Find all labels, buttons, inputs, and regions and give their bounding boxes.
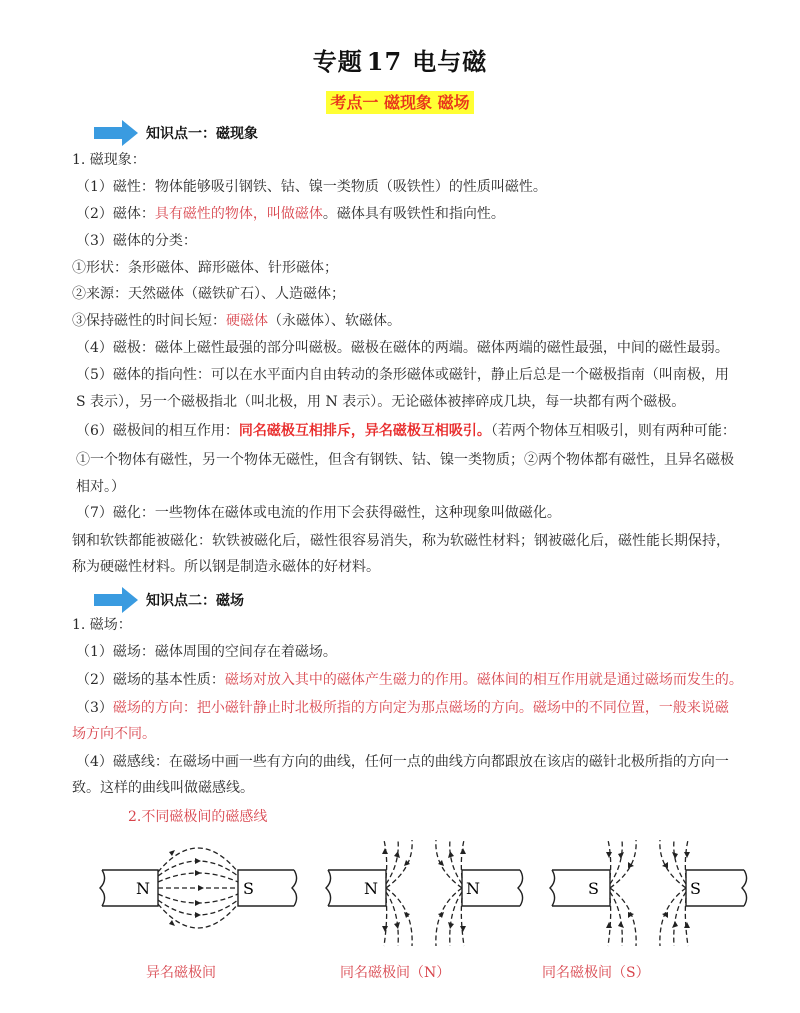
text-line (72, 284, 742, 304)
text-line (72, 778, 742, 798)
pole-label: N (364, 879, 378, 898)
text-line (76, 421, 746, 441)
text-line (72, 615, 742, 635)
text-line (72, 531, 742, 551)
kaodian-banner (0, 90, 800, 113)
field-lines-diagram-nn (324, 838, 524, 948)
text-line (72, 258, 742, 278)
text-segment: （3）磁体的分类： (76, 233, 197, 249)
text-segment: （永磁体）、软磁体。 (268, 313, 401, 329)
diagram-caption: 同名磁极间（S） (542, 965, 650, 981)
text-segment: 相对。） (76, 479, 125, 495)
text-line (76, 392, 746, 412)
section-heading-2 (94, 586, 244, 614)
title-prefix: 专题 (312, 47, 363, 76)
page-title (0, 42, 800, 77)
text-segment: （2）磁体： (76, 206, 155, 222)
text-segment: ②来源：天然磁体（磁铁矿石）、人造磁体； (72, 286, 345, 302)
field-lines-diagram-ss (548, 838, 748, 948)
text-line (76, 477, 746, 497)
diagram-caption: 异名磁极间 (146, 965, 216, 981)
emphasis-text: 具有磁性的物体，叫做磁体 (154, 206, 323, 222)
emphasis-text: 同名磁极互相排斥，异名磁极互相吸引。 (238, 423, 491, 439)
text-line (76, 752, 746, 772)
pole-label: S (243, 879, 254, 898)
text-segment: 钢和软铁都能被磁化：软铁被磁化后，磁性很容易消失，称为软磁性材料；钢被磁化后，磁性能长期保持， (72, 533, 730, 549)
text-segment: （4）磁极：磁体上磁性最强的部分叫磁极。磁极在磁体的两端。磁体两端的磁性最强，中间的磁性最弱。 (76, 340, 729, 356)
text-segment: （1）磁场：磁体周围的空间存在着磁场。 (76, 644, 337, 660)
text-line (76, 338, 746, 358)
text-segment: 致。这样的曲线叫做磁感线。 (72, 780, 254, 796)
text-line (76, 365, 746, 385)
text-line (76, 642, 746, 662)
subheading-field-lines: 2.不同磁极间的磁感线 (128, 809, 268, 825)
text-line (72, 724, 742, 744)
text-line (72, 150, 742, 170)
text-line (72, 557, 742, 577)
emphasis-text: 硬磁体 (226, 313, 268, 329)
text-segment: ①一个物体有磁性，另一个物体无磁性，但含有钢铁、钴、镍一类物质；②两个物体都有磁性，且异名磁极 (76, 452, 734, 468)
diagram-caption: 同名磁极间（N） (340, 965, 451, 981)
arrow-right-icon (94, 587, 138, 613)
text-segment: 1. 磁场： (72, 617, 132, 633)
text-segment: （2）磁场的基本性质： (76, 672, 225, 688)
text-line (76, 698, 746, 718)
text-segment: （若两个物体互相吸引，则有两种可能： (490, 423, 736, 439)
emphasis-text: 场方向不同。 (72, 726, 156, 742)
section-heading-1 (94, 119, 258, 147)
arrow-right-icon (94, 120, 138, 146)
text-line (76, 503, 746, 523)
field-lines-diagram-ns (98, 838, 298, 948)
text-line (76, 231, 746, 251)
pole-label: S (690, 879, 701, 898)
pole-label: N (136, 879, 150, 898)
text-segment: （5）磁体的指向性：可以在水平面内自由转动的条形磁体或磁针，静止后总是一个磁极指南（叫南极，用 (76, 367, 729, 383)
text-line (72, 311, 742, 331)
section-heading-label: 知识点二：磁场 (146, 593, 244, 609)
section-heading-label: 知识点一：磁现象 (146, 126, 258, 142)
text-line (76, 670, 746, 690)
text-segment: 1. 磁现象： (72, 152, 146, 168)
pole-label: S (588, 879, 599, 898)
text-segment: （3） (76, 700, 113, 716)
kaodian-label: 考点一 磁现象 磁场 (326, 91, 473, 114)
text-segment: （4）磁感线：在磁场中画一些有方向的曲线，任何一点的曲线方向都跟放在该店的磁针北极所指的方向一 (76, 754, 729, 770)
text-segment: 。磁体具有吸铁性和指向性。 (322, 206, 505, 222)
text-segment: （7）磁化：一些物体在磁体或电流的作用下会获得磁性，这种现象叫做磁化。 (76, 505, 561, 521)
text-segment: ①形状：条形磁体、蹄形磁体、针形磁体； (72, 260, 338, 276)
text-segment: （6）磁极间的相互作用： (76, 423, 239, 439)
text-line (76, 204, 746, 224)
text-line (76, 177, 746, 197)
emphasis-text: 磁场的方向：把小磁针静止时北极所指的方向定为那点磁场的方向。磁场中的不同位置，一般来说磁 (112, 700, 729, 716)
pole-label: N (466, 879, 480, 898)
text-segment: ③保持磁性的时间长短： (72, 313, 226, 329)
title-suffix: 电与磁 (412, 47, 488, 76)
emphasis-text: 磁场对放入其中的磁体产生磁力的作用。磁体间的相互作用就是通过磁场而发生的。 (224, 672, 743, 688)
text-segment: （1）磁性：物体能够吸引钢铁、钴、镍一类物质（吸铁性）的性质叫磁性。 (76, 179, 547, 195)
text-line (76, 450, 746, 470)
title-number: 17 (366, 47, 403, 76)
text-segment: S 表示），另一个磁极指北（叫北极，用 N 表示）。无论磁体被摔碎成几块，每一块都有两个磁极。 (76, 394, 686, 410)
text-segment: 称为硬磁性材料。所以钢是制造永磁体的好材料。 (72, 559, 380, 575)
